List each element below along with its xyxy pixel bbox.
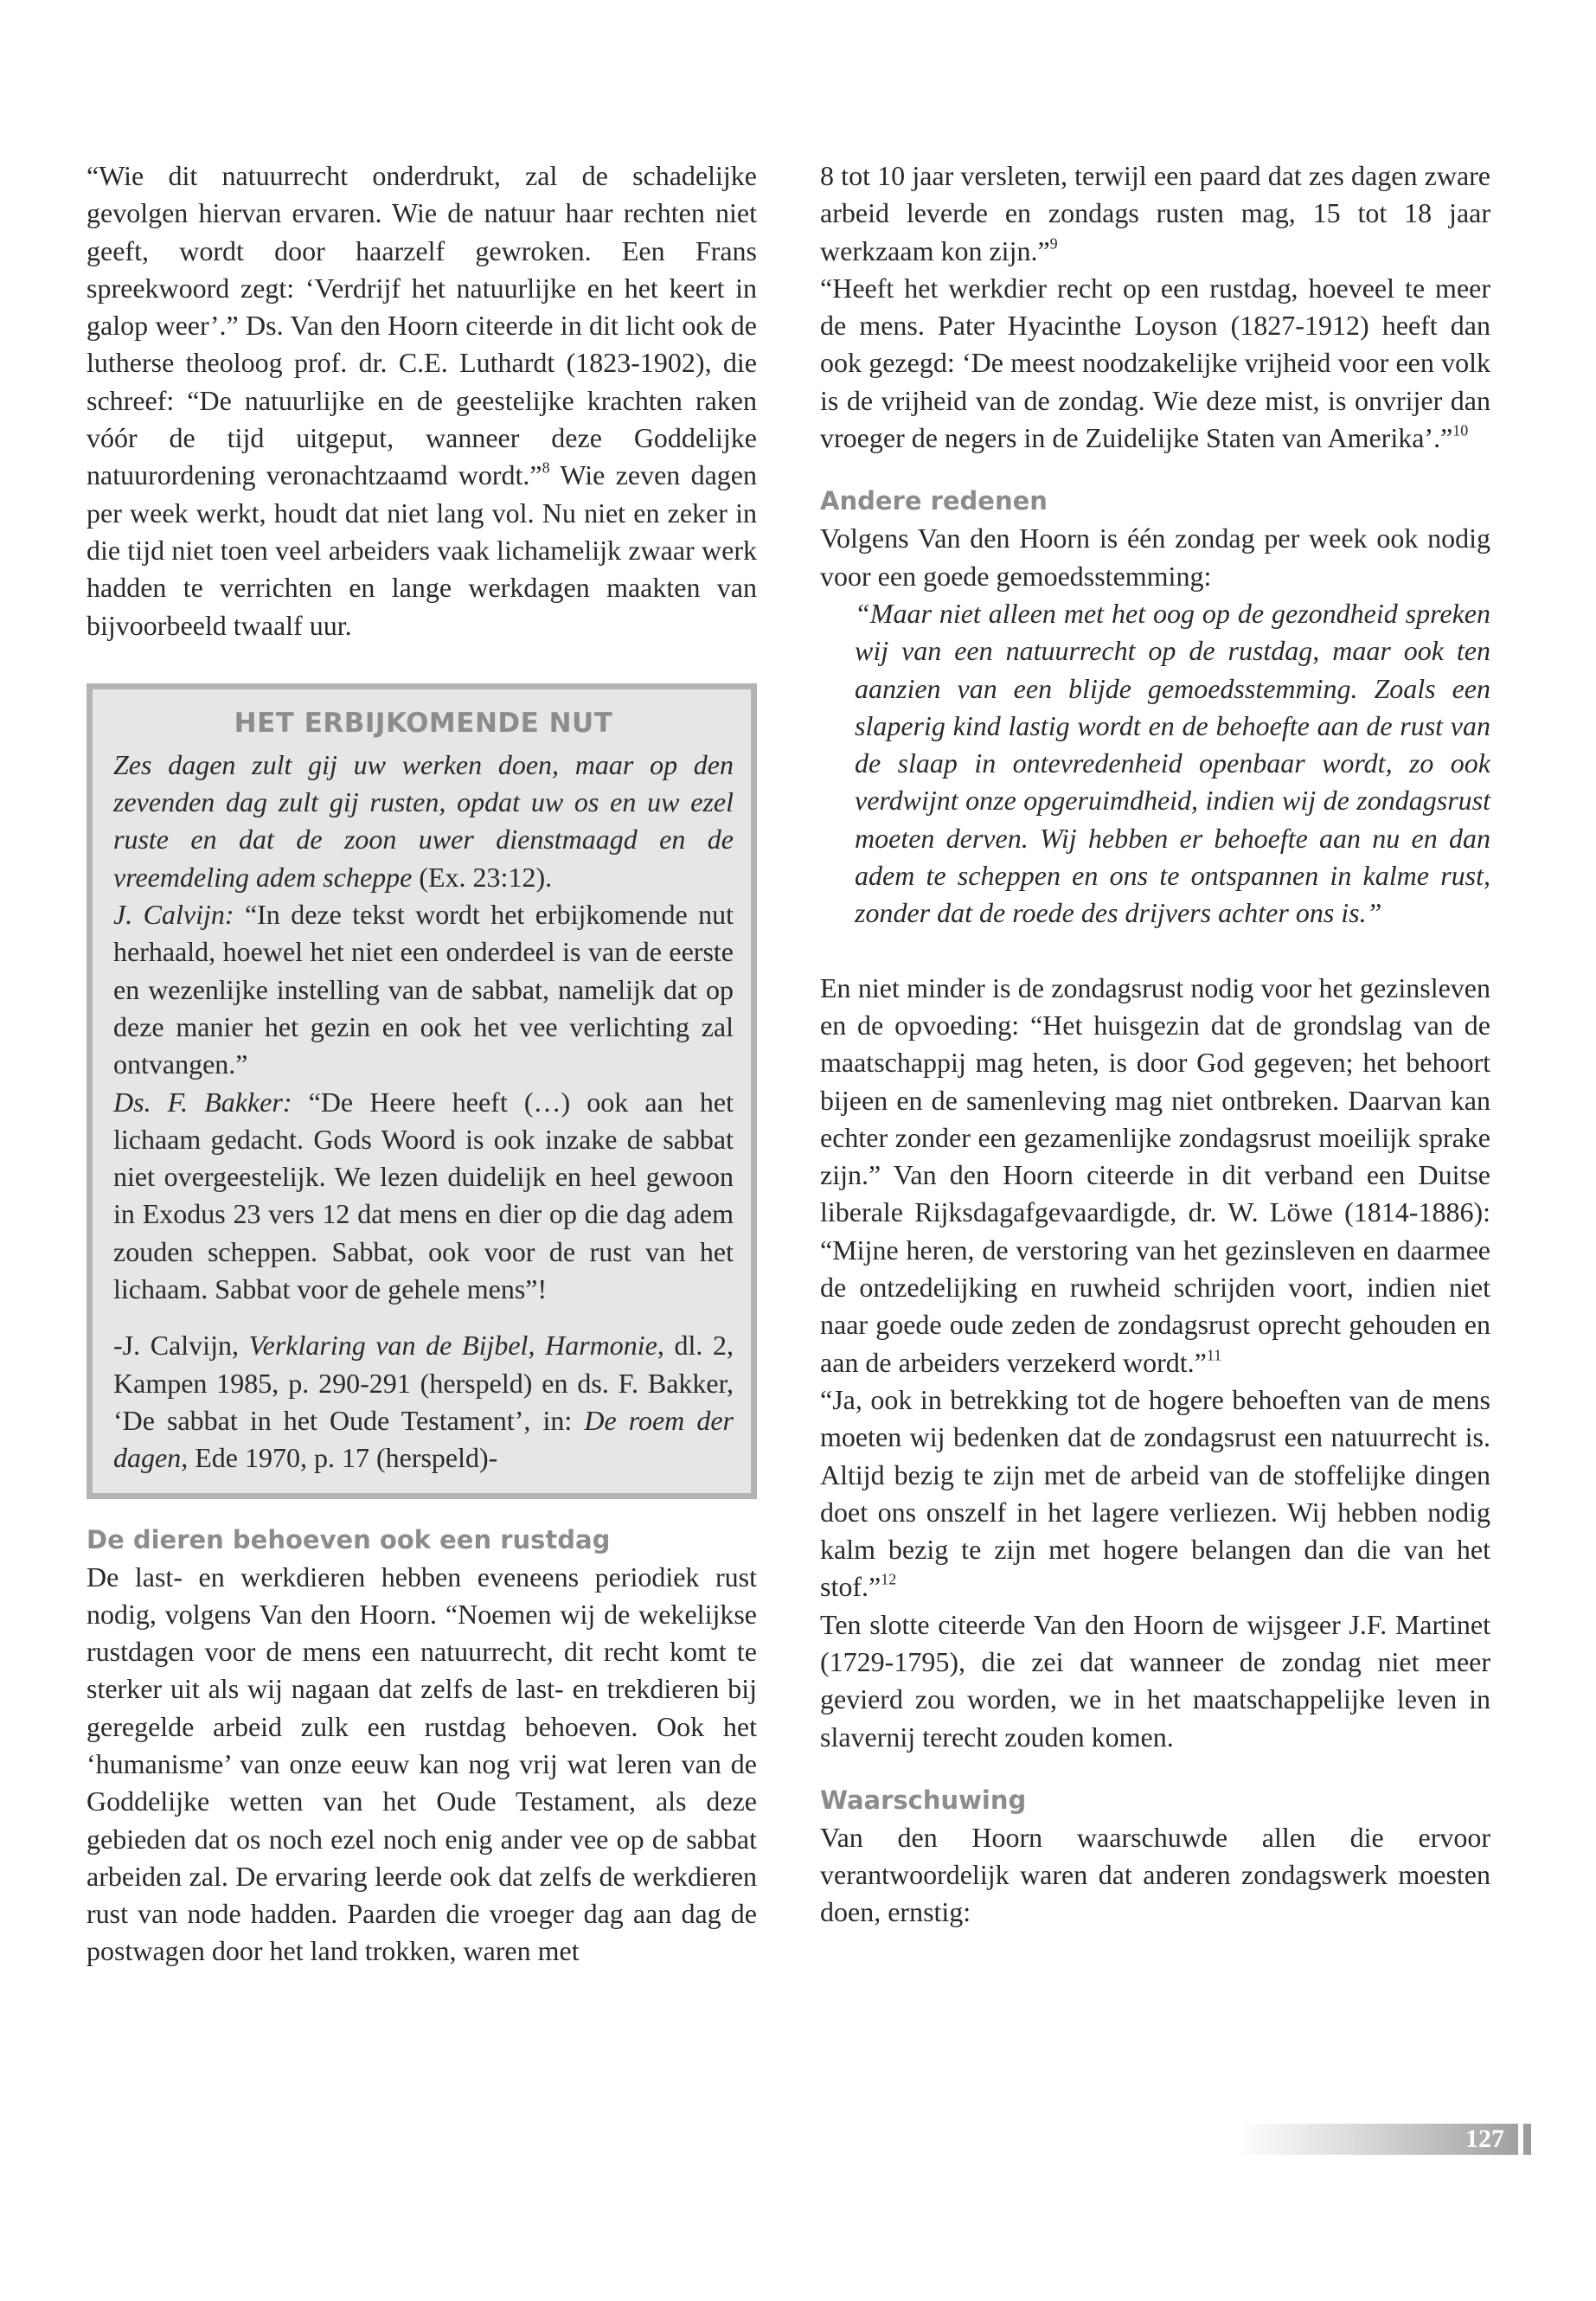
other-reasons-quote: “Maar niet alleen met het oog op de gezondheid spreken wij van een natuurrecht op de rustdag, maar ook ten aanzien van een blijde gemoedsstemming. Zoals een slaperig kind lastig wordt en de behoefte aan de rust van de slaap in ontevredenheid openbaar wordt, zo ook verdwijnt onze opgeruimdheid, indien wij de zondagsrust moeten derven. Wij hebben er behoefte aan nu en dan adem te scheppen en ons te ontspannen in kalme rust, zonder dat de roede des drijvers achter ons is.” <box>855 597 1490 929</box>
page-number-bar <box>1237 2124 1518 2155</box>
section-heading-animals: De dieren behoeven ook een rustdag <box>87 1524 611 1554</box>
calvijn-label: J. Calvijn: <box>113 899 234 931</box>
left-column <box>87 157 757 1971</box>
intro-paragraph <box>87 157 757 644</box>
box-bible-quote <box>113 747 734 896</box>
section-heading-warning: Waarschuwing <box>820 1785 1027 1815</box>
bible-reference: (Ex. 23:12). <box>412 861 553 893</box>
warning-paragraph: Van den Hoorn waarschuwde allen die ervoor verantwoordelijk waren dat anderen zondagswerk moesten doen, ernstig: <box>820 1821 1490 1928</box>
sidebar-box <box>87 683 757 1499</box>
martinet-paragraph: Ten slotte citeerde Van den Hoorn de wijsgeer J.F. Martinet (1729-1795), die zei dat wanneer de zondag niet meer gevierd zou worden, we in het maatschappelijke leven in slavernij terecht zouden komen. <box>820 1608 1490 1753</box>
page-number: 127 <box>1465 2125 1504 2153</box>
continuation-paragraph: 8 tot 10 jaar versleten, terwijl een paard dat zes dagen zware arbeid leverde en zondags rusten mag, 15 tot 18 jaar werkzaam kon zijn.”$^9$ <box>820 160 1490 266</box>
footnote-ref-12: 12 <box>881 1570 897 1588</box>
family-paragraph: En niet minder is de zondagsrust nodig voor het gezinsleven en de opvoeding: “Het huisgezin dat de grondslag van de maatschappij mag heten, is door God gegeven; het behoort bijeen en de samenleving mag niet ontbreken. Daarvan kan echter zonder een gezamenlijke zondagsrust moeilijk sprake zijn.” Van den Hoorn citeerde in dit verband een Duitse liberale Rijksdagafgevaardigde, dr. W. Löwe (1814-1886): “Mijne heren, de verstoring van het gezinsleven en daarmee de ontzedelijking en ruwheid schrijden voort, indien niet naar goede oude zeden de zondagsrust oprecht gehouden en aan de arbeiders verzekerd wordt.”$^{11}$ <box>820 971 1490 1378</box>
intro-text: “Wie dit natuurrecht onderdrukt, zal de schadelijke gevolgen hiervan ervaren. Wie de natuur haar rechten niet geeft, wordt door haarzelf gewroken. Een Frans spreekwoord zegt: ‘Verdrijf het natuurlijke en het keert in galop weer’.” Ds. Van den Hoorn citeerde in dit licht ook de lutherse theoloog prof. dr. C.E. Luthardt (1823-1902), die schreef: “De natuurlijke en de geestelijke krachten raken vóór de tijd uitgeput, wanneer deze Goddelijke natuurordening veronachtzaamd wordt.” <box>87 160 757 491</box>
bible-quote-text: Zes dagen zult gij uw werken doen, maar op den zevenden dag zult gij rusten, opdat uw os en uw ezel ruste en dat de zoon uwer dienstmaagd en de vreemdeling adem scheppe <box>113 748 734 893</box>
loyson-paragraph: “Heeft het werkdier recht op een rustdag, hoeveel te meer de mens. Pater Hyacinthe Loyson (1827-1912) heeft dan ook gezegd: ‘De meest noodzakelijke vrijheid voor een volk is de vrijheid van de zondag. Wie deze mist, is onvrijer dan vroeger de negers in de Zuidelijke Staten van Amerika’.”$^{10}$ <box>820 272 1490 454</box>
higher-needs-paragraph: “Ja, ook in betrekking tot de hogere behoeften van de mens moeten wij bedenken dat de zondagsrust een natuurrecht is. Altijd bezig te zijn met de arbeid van de stoffelijke dingen doet ons onszelf in het lagere verliezen. Wij hebben nodig kalm bezig te zijn met hogere belangen dan die van het stof.”$^{12}$ <box>820 1383 1490 1603</box>
bakker-text: “De Heere heeft (…) ook aan het lichaam gedacht. Gods Woord is ook inzake de sabbat niet overgeestelijk. We lezen duidelijk en heel gewoon in Exodus 23 vers 12 dat mens en dier op die dag adem zouden scheppen. Sabbat, ook voor de rust van het lichaam. Sabbat voor de gehele mens”! <box>113 1086 734 1305</box>
page-number-bar-tail <box>1523 2124 1531 2155</box>
section-heading-other-reasons: Andere redenen <box>820 486 1048 516</box>
box-calvijn-quote <box>113 896 734 1083</box>
footnote-ref-9: 9 <box>1049 234 1058 253</box>
bakker-label: Ds. F. Bakker: <box>113 1086 292 1118</box>
footnote-ref-8: 8 <box>542 458 550 477</box>
box-source: -J. Calvijn, Verklaring van de Bijbel, Harmonie, dl. 2, Kampen 1985, p. 290-291 (herspeld) en ds. F. Bakker, ‘De sabbat in het Oude Testament’, in: De roem der dagen, Ede 1970, p. 17 (herspeld)- <box>113 1330 734 1474</box>
footnote-ref-10: 10 <box>1452 421 1469 439</box>
other-reasons-intro: Volgens Van den Hoorn is één zondag per week ook nodig voor een goede gemoedsstemming: <box>820 522 1490 592</box>
box-bakker-quote <box>113 1084 734 1309</box>
intro-text-continued: Wie zeven dagen per week werkt, houdt dat niet lang vol. Nu niet en zeker in die tijd niet toen veel arbeiders vaak lichamelijk zwaar werk hadden te verrichten en lange werkdagen maakten van bijvoorbeeld twaalf uur. <box>87 459 758 641</box>
right-column <box>820 157 1490 1932</box>
box-title: HET ERBIJKOMENDE NUT <box>234 707 613 739</box>
animals-paragraph: De last- en werkdieren hebben eveneens periodiek rust nodig, volgens Van den Hoorn. “Noemen wij de wekelijkse rustdagen voor de mens een natuurrecht, dit recht komt te sterker uit als wij nagaan dat zelfs de last- en trekdieren bij geregelde arbeid zulk een rustdag behoeven. Ook het ‘humanisme’ van onze eeuw kan nog vrij wat leren van de Goddelijke wetten van het Oude Testament, als deze gebieden dat os noch ezel noch enig ander vee op de sabbat arbeiden zal. De ervaring leerde ook dat zelfs de werkdieren rust van node hadden. Paarden die vroeger dag aan dag de postwagen door het land trokken, waren met <box>87 1561 757 1967</box>
calvijn-text: “In deze tekst wordt het erbijkomende nut herhaald, hoewel het niet een onderdeel is van de eerste en wezenlijke instelling van de sabbat, namelijk dat op deze manier het gezin en ook het vee verlichting zal ontvangen.” <box>113 899 734 1080</box>
footnote-ref-11: 11 <box>1206 1346 1222 1364</box>
